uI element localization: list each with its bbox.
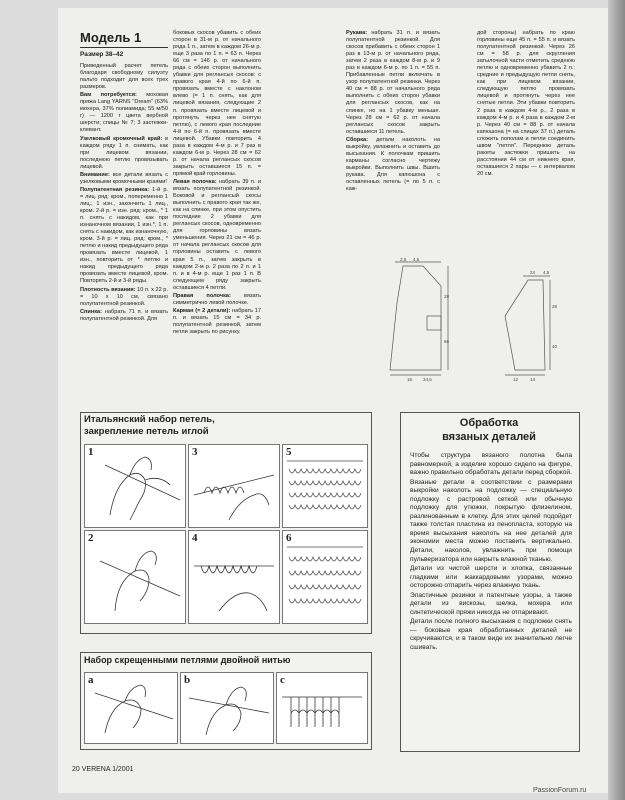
dim-label: 28: [552, 304, 558, 309]
pocket-label: Карман (= 2 детали):: [173, 307, 231, 314]
back-label: Спинка:: [80, 308, 103, 315]
materials-label: Вам потребуется:: [80, 92, 137, 99]
hand-illustration: [85, 531, 185, 623]
sleeve-text: набрать 31 п. и вязать полупатентной резинкой. Для скосов прибавить с обеих сторон 1 раз в 13-м р. от начального ряда, затем 2 раза в каждом 8-м р. и 9 раз в каждом 6-м р. по 1 п. = 55 п. Прибавленные петли включать в узор полупатентной резинки. Через 40 см = 88 р. от начального ряда выполнить с обеих сторон убавки для реглансых скосов, как на спинке, но на 1 убавку меньше. Через 28 см = 62 р. от начала реглансых скосов закрыть оставшиеся 11 петель.: [346, 30, 441, 135]
processing-title-2: вязаных деталей: [442, 431, 536, 443]
needle-illustration: [189, 445, 279, 527]
processing-paragraph: Вязаные детали в соответствии с размерами выкройки наколоть на подложку — специальную подложку с растровой сеткой или обычную подложку для утюжки, покрытую флизелином, разлинованным в клетку. Для этих целей подойдет также толстая пластина из пенопласта, которую на время высыхания наколоть на нее деталей для экономии места можно поставить вертикально. Детали, наколов, увлажнить при помощи пульверизатора или накрыть влажной тканью.: [410, 478, 572, 563]
processing-text: [410, 452, 572, 654]
dim-label: 40: [552, 344, 558, 349]
twisted-title: Набор скрещенными петлями двойной нитью: [84, 655, 291, 665]
dim-label: 2,5: [400, 258, 407, 262]
pattern-label: Полупатентная резинка:: [80, 186, 150, 193]
text-column-4: [477, 30, 575, 179]
dim-label: 24: [530, 270, 536, 275]
assembly-text: детали наколоть на выкройку, увлажнить и оставить до высыхания. К полочкам пришить карманы согласно чертежу выкройки. Выполнить швы. Вшить рукава. Для капюшона с оставленных петель (= по 5 п. с каж-: [346, 136, 440, 193]
dim-label: 4,5: [543, 270, 550, 275]
processing-title-1: Обработка: [459, 417, 519, 429]
step-number: 5: [286, 446, 292, 458]
needle-illustration: [189, 531, 279, 623]
pattern-diagram: [345, 258, 585, 383]
title-rule: [80, 47, 168, 48]
edge-text: в каждом ряду 1 п. снимать, как при лицевом вязании, последнюю петлю провязывать лицевой.: [80, 135, 168, 170]
front-outline: [390, 266, 441, 370]
text-column-3: [346, 30, 440, 194]
hand-illustration: [181, 673, 273, 743]
pocket-outline: [427, 316, 441, 330]
back-text: набрать 71 п. и вязать полупатентной резинкой. Для: [80, 308, 168, 322]
twisted-panel-b: [180, 672, 274, 744]
step-number: 2: [88, 532, 94, 544]
step-panel-4: [188, 530, 280, 624]
needle-illustration: [277, 673, 367, 743]
note-text: все детали вязать с узелковыми кромочными краями!: [80, 171, 168, 185]
knit-fabric-illustration: [283, 445, 367, 527]
step-letter: b: [184, 674, 191, 686]
hand-illustration: [85, 673, 177, 743]
density-text: 10 п. х 22 р. = 10 х 10 см, связано полупатентной резинкой.: [80, 286, 168, 307]
dim-label: 15: [407, 377, 413, 382]
note-label: Внимание:: [80, 171, 110, 178]
dim-label: 34,5: [423, 377, 432, 382]
model-title: Модель 1: [80, 30, 142, 45]
edge-label: Узелковый кромочный край:: [80, 135, 163, 142]
step-number: 3: [192, 446, 198, 458]
twisted-panel-a: [84, 672, 178, 744]
front-text: набрать 39 п. и вязать полупатентной резинкой. Боковой и реглансый скосы выполнить с правого края так же, как на спинке, при этом опустить последние 2 убавки для реглансых скосов, одновременно для горловины вязать уменьшения. Через 21 см = 46 р. от начала реглансых скосов для горловины оставить с левого края 5 п., затем закрыть в каждом 2-м р. 2 раза по 2 п. и 1 п. и в 4-м р. еще 1 раз 1 п. В следующем ряду закрыть оставшиеся 4 петли.: [173, 178, 261, 291]
dim-label: 66: [444, 339, 450, 344]
step-panel-5: [282, 444, 368, 528]
processing-paragraph: Чтобы структура вязаного полотна была равномерной, а изделие хорошо сидело на фигуре, важно правильно обработать детали перед сборкой.: [410, 452, 572, 477]
front-label: Левая полочка:: [173, 178, 217, 185]
twisted-panel-c: [276, 672, 368, 744]
step-panel-6: [282, 530, 368, 624]
knit-fabric-illustration: [283, 531, 367, 623]
col4-text: дой стороны) набрать по краю горловины еще 45 п. = 55 п. и вязать полупатентной резинкой. Через 26 см = 58 р. для скругления затылочной части отметить среднюю петлю и одновременно убавить 2 п.: средние и предыдущую петли снять, как при лицевом вязании, следующую петлю провязать лицевой и протянуть через нее снятые петли. Эти убавки повторить 2 раза в каждом 4-м р., 2 раза в каждом 4-м р. и 4 раза в каждом 2-м р. Через 40 см = 88 р. от начала капюшона (= на спицах 37 п.) деталь сложить пополам и петли соединить швом "петля". Переднюю деталь ракеты застежки пришить на расстоянии 44 см от нижнего края, оставшиеся 2 пары — с интервалом 20 см.: [477, 30, 575, 177]
step-panel-3: [188, 444, 280, 528]
processing-paragraph: Детали из чистой шерсти и хлопка, связанные гладкими или жаккардовыми узорами, можно осторожно отпарить через влажную ткань.: [410, 565, 572, 590]
dim-label: 4,5: [413, 258, 420, 262]
site-watermark: PassionForum.ru: [533, 787, 587, 794]
dim-label: 14: [530, 377, 536, 382]
processing-paragraph: Детали после полного высыхания с подложки снять — боковые края обработанных деталей не скручиваются, и в таком виде их значительно легче сшивать.: [410, 618, 572, 652]
page-binding: [608, 0, 625, 800]
pattern-text: 1-й р. = лиц. ряд: кром., попеременно 1 лиц., 1 изн., закончить 1 лиц., кром. 2-й р. = изн. ряд: кром., * 1 п. снять с накидом, как при изнаночном вязании, 1 изн.*, 1 п. снять с накидом, как изнаночную, кром. 3-й р. = лиц. ряд: кром., * петлю и накид предыдущего ряда провязать вместе лицевой, 1 изн., повторить от * петлю и накид предыдущего ряда провязать вместе лицевой, кром. Повторять 2-й и 3-й ряды.: [80, 186, 168, 285]
density-label: Плотность вязания:: [80, 286, 136, 293]
right-label: Правая полочка:: [173, 292, 231, 299]
text-column-2: [173, 30, 261, 337]
intro-text: Приведенный расчет петель благодаря свободному силуэту пальто подходит для всех трех размеров.: [80, 63, 168, 91]
assembly-label: Сборка:: [346, 136, 369, 143]
col2-text1: боковых скосов убавить с обеих сторон в 31-м р. от начального ряда 1 п., затем в каждом 26-м р. еще 3 раза по 1 п. = 63 п. Через 66 см = 146 р. от начального ряда с обеих сторон выполнить убавки для реглансых скосов: с правого края 4-й по 6-й п. провязать вместе с наклоном влево (= 1 п. снять, как для лицевой вязания, следующие 2 п. провязать вместе лицевой и протянуть через нее снятую петлю), с левого края последние 4-й по 6-й п. провязать вместе лицевой. Убавки повторить 4 раза в каждом 4-м р. и 7 раз в каждом 6-м р. Через 28 см = 62 р. от начала реглансых скосов закрыть оставшиеся 15 п. = прямой край горловины.: [173, 30, 261, 177]
sleeve-outline: [505, 280, 545, 370]
step-letter: c: [280, 674, 285, 686]
right-text: вязать симметрично левой полочке.: [173, 292, 261, 306]
text-column-1: [80, 30, 168, 324]
hand-illustration: [85, 445, 185, 527]
step-number: 4: [192, 532, 198, 544]
dim-label: 12: [513, 377, 519, 382]
step-panel-1: [84, 444, 186, 528]
italian-title-1: Итальянский набор петель,: [84, 414, 215, 425]
italian-title-2: закрепление петель иглой: [84, 426, 209, 437]
sleeve-label: Рукава:: [346, 30, 368, 36]
processing-paragraph: Эластичные резинки и патентные узоры, а также детали из вискозы, шелка, мохера или синтетической пряжи никогда не отпаривают.: [410, 591, 572, 616]
materials-text: моховая пряжа Lang YARNS "Dream" (63% мохера, 37% полиамида; 55 м/50 г) — 1200 г цвета вербной шерсти; спицы № 7; 3 застежки-клевант.: [80, 92, 168, 134]
step-number: 6: [286, 532, 292, 544]
step-panel-2: [84, 530, 186, 624]
dim-label: 28: [444, 294, 450, 299]
step-letter: a: [88, 674, 94, 686]
size-label: Размер 38–42: [80, 51, 124, 58]
pocket-text: набрать 17 п. и вязать 15 см = 34 р. полупатентной резинкой, затем петли закрыть по рисунку.: [173, 307, 261, 335]
page-footer: 20 VERENA 1/2001: [72, 766, 134, 773]
step-number: 1: [88, 446, 94, 458]
